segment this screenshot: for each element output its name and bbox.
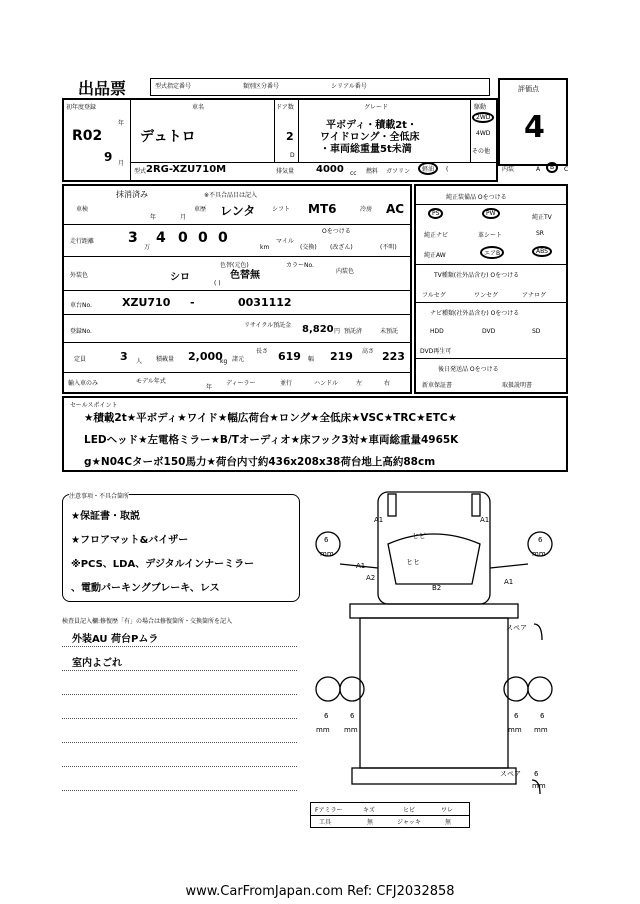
drive-4wd: 4WD: [476, 130, 491, 137]
equip-nav: 純正ナビ: [424, 232, 449, 239]
load-label: 積載量: [156, 356, 175, 363]
nav-title: ナビ種類(社外品含む) Oをつける: [430, 310, 520, 317]
handle-left: 左: [356, 380, 363, 387]
mm-rl-out: mm: [316, 726, 330, 734]
disp-label: 排気量: [276, 168, 295, 175]
legend-h4: ワレ: [441, 807, 454, 814]
mile-exchange: (交換): [300, 244, 317, 251]
grade-line-1: 平ボディ・積載2t・: [326, 120, 417, 131]
load-unit: kg: [220, 358, 228, 365]
note-line-1: ★保証書・取説: [71, 511, 140, 522]
ac: AC: [386, 202, 405, 216]
reg-label: 初年度登録: [66, 104, 97, 111]
header-fields: [150, 78, 490, 96]
equip-sr: SR: [536, 230, 544, 237]
equipment-title: 純正装備品 Oをつける: [446, 194, 507, 201]
tv-title: TV種類(社外品含む) Oをつける: [434, 272, 520, 279]
import-label: 輸入車のみ: [68, 380, 99, 387]
mileage-digit-3: 0: [178, 230, 188, 246]
note-defect: ※不具合品目は記入: [204, 192, 258, 199]
width-label: 幅: [308, 356, 315, 363]
class-number-label: 類別区分番号: [243, 83, 280, 90]
displacement: 4000: [316, 164, 344, 175]
recycle-unit: 円: [334, 328, 341, 335]
year-suffix: 年: [118, 120, 125, 127]
eval-label: 評価点: [518, 85, 539, 93]
parallel: 並行: [280, 380, 293, 387]
legend-v4: 無: [445, 819, 452, 826]
capacity: 3: [120, 350, 128, 363]
km-unit: km: [260, 244, 270, 251]
mm-fl: mm: [320, 550, 334, 558]
inspector-line-1: 外装AU 荷台Pムラ: [72, 634, 159, 645]
tire-rl-out: 6: [324, 712, 329, 720]
after-manual: 取扱説明書: [502, 382, 533, 389]
mile-unknown: (不明): [380, 244, 397, 251]
legend-table: [310, 802, 470, 828]
nav-sd: SD: [532, 328, 541, 335]
length: 619: [278, 350, 301, 363]
mileage-man: 万: [144, 244, 151, 251]
grade-label: グレード: [364, 104, 389, 111]
color-orig-label: 色替(元色): [220, 262, 249, 269]
legend-h1: Fアミラー: [315, 807, 343, 814]
legend-v1: 工具: [319, 819, 332, 826]
inspection-status: 抹消済み: [116, 190, 148, 199]
type-approval-label: 型式指定番号: [155, 83, 192, 90]
height: 223: [382, 350, 405, 363]
tire-fr: 6: [538, 536, 543, 544]
mark-a1-3: A1: [356, 562, 366, 570]
mile-label: マイル: [276, 238, 294, 245]
interior-b: B: [546, 162, 558, 173]
mile-tampered: (改ざん): [330, 244, 353, 251]
mile-note: Oをつける: [322, 228, 351, 235]
length-label: 長さ: [256, 348, 269, 355]
mm-rl-in: mm: [344, 726, 358, 734]
name-label: 車名: [192, 104, 205, 111]
color-no-label: カラーNo.: [286, 262, 314, 269]
shift: MT6: [308, 202, 337, 216]
ac-label: 冷房: [360, 206, 373, 213]
vehicle-name: デュトロ: [140, 129, 196, 145]
tire-rr-in: 6: [514, 712, 519, 720]
sales-points-box: [62, 396, 568, 472]
capacity-unit: 人: [136, 358, 143, 365]
dvd-playback: DVD再生可: [420, 348, 452, 355]
note-line-2: ★フロアマット&バイザー: [71, 535, 189, 546]
tire-fl: 6: [324, 536, 329, 544]
model-year-label: モデル年式: [136, 378, 166, 385]
tv-fullseg: フルセグ: [422, 292, 446, 299]
equipment-box: [414, 184, 568, 394]
mark-a2: A2: [366, 574, 376, 582]
grade-line-3: ・車両総重量5t未満: [320, 144, 412, 155]
inspector-line-2: 室内よごれ: [72, 658, 122, 669]
sales-line-1: ★積載2t★平ボディ★ワイド★幅広荷台★ロング★全低床★VSC★TRC★ETC★: [84, 412, 457, 424]
mark-crack-1: ヒビ: [412, 532, 426, 540]
insp-month: 月: [180, 214, 187, 221]
recycle-amount: 8,820: [302, 324, 334, 335]
equip-airbag: エアB: [480, 246, 504, 259]
vehicle-detail-box: [62, 184, 412, 394]
model-label: 型式: [134, 168, 147, 175]
import-year: 年: [206, 384, 213, 391]
mark-a1-2: A1: [480, 516, 490, 524]
dealer: ディーラー: [226, 380, 256, 387]
nav-dvd: DVD: [482, 328, 496, 335]
tire-rr-out: 6: [540, 712, 545, 720]
legend-v2: 無: [367, 819, 374, 826]
chassis-number: 0031112: [238, 296, 292, 309]
handle-label: ハンドル: [314, 380, 339, 387]
spare-value: 6: [534, 770, 539, 778]
door-label: ドア数: [276, 104, 294, 111]
spare-label-2: スペア: [500, 770, 521, 778]
mileage-digit-2: 4: [156, 230, 166, 246]
width: 219: [330, 350, 353, 363]
reg-month: 9: [104, 150, 113, 164]
equip-aw: 純正AW: [424, 252, 446, 259]
mark-crack-2: ヒヒ: [406, 558, 420, 566]
capacity-label: 定員: [74, 356, 87, 363]
sales-label: セールスポイント: [70, 402, 118, 409]
handle-right: 右: [384, 380, 391, 387]
interior-c: C: [564, 166, 569, 173]
equip-pw: PW: [482, 208, 500, 219]
history-label: 車歴: [194, 206, 207, 213]
eval-score: 4: [524, 110, 545, 145]
fuel-diesel: 軽油: [418, 162, 438, 175]
exterior-color: シロ: [170, 272, 190, 283]
mileage-digit-5: 0: [218, 230, 228, 246]
color-label: 外装色: [70, 272, 89, 279]
equip-abs: ABS: [532, 246, 552, 257]
equip-leather: 革シート: [478, 232, 503, 239]
chassis-label: 車台No.: [70, 302, 92, 309]
mm-rr-in: mm: [508, 726, 522, 734]
reg-no-label: 登録No.: [70, 328, 92, 335]
tv-analog: アナログ: [522, 292, 547, 299]
tv-oneseg: ワンセグ: [474, 292, 499, 299]
mm-spare: mm: [532, 782, 546, 790]
serial-label: シリアル番号: [331, 83, 367, 90]
after-title: 後日発送品 Oをつける: [438, 366, 499, 373]
vehicle-diagram: [300, 484, 568, 824]
recycle-label: リサイクル預託金: [244, 322, 292, 329]
equip-ps: PS: [428, 208, 443, 219]
drive-other: その他: [472, 148, 491, 155]
legend-v3: ジャッキ: [397, 819, 421, 826]
load: 2,000: [188, 350, 223, 363]
interior-a: A: [536, 166, 541, 173]
height-label: 高さ: [362, 348, 375, 355]
sales-line-3: g★N04Cターボ150馬力★荷台内寸約436x208x38荷台地上高約88cm: [84, 456, 436, 468]
fuel-label: 燃料: [366, 168, 379, 175]
month-suffix: 月: [118, 160, 125, 167]
inspector-label: 検査員記入欄:修復歴「有」の場合は修復箇所・交換箇所を記入: [62, 618, 233, 625]
notes-box: [62, 494, 300, 602]
sheet-title: 出品票: [78, 79, 127, 98]
fuel-paren: (: [446, 166, 449, 173]
mileage-digit-1: 3: [128, 230, 138, 246]
eval-box: [498, 78, 568, 166]
equip-tv: 純正TV: [532, 214, 552, 221]
mm-rr-out: mm: [534, 726, 548, 734]
insp-year: 年: [150, 214, 157, 221]
chassis-model: XZU710: [122, 296, 171, 309]
disp-unit: cc: [350, 170, 357, 177]
shift-label: シフト: [272, 206, 291, 213]
recycle-not-deposited: 未預託: [380, 328, 399, 335]
note-line-4: 、電動パーキングブレーキ、レス: [71, 583, 220, 594]
inspection-label: 車検: [76, 206, 89, 213]
legend-h3: ヒビ: [403, 807, 416, 814]
recycle-deposited: 預託済: [344, 328, 363, 335]
color-change: 色替無: [230, 270, 260, 281]
chassis-dash: -: [190, 296, 195, 309]
dims-label: 諸元: [232, 356, 245, 363]
interior-label: 内装: [502, 166, 515, 173]
sales-line-2: LEDヘッド★左電格ミラー★B/Tオーディオ★床フック3対★車両総重量4965K: [84, 434, 459, 446]
model-code: 2RG-XZU710M: [146, 164, 227, 175]
spare-label-1: スペア: [506, 624, 527, 632]
drive-label: 駆動: [474, 104, 487, 111]
mm-fr: mm: [532, 550, 546, 558]
door-unit: D: [290, 152, 295, 159]
mileage-digit-4: 0: [198, 230, 208, 246]
nav-hdd: HDD: [430, 328, 444, 335]
basic-info-box: [62, 98, 569, 182]
mark-a1-4: A1: [504, 578, 514, 586]
tire-rl-in: 6: [350, 712, 355, 720]
fuel-gasoline: ガソリン: [386, 168, 411, 175]
drive-2wd: 2WD: [472, 112, 494, 123]
after-warranty: 新車保証書: [422, 382, 453, 389]
interior-color-label: 内装色: [336, 268, 355, 275]
grade-line-2: ワイドロング・全低床: [320, 132, 420, 143]
door-count: 2: [286, 130, 294, 143]
history: レンタ: [220, 204, 256, 218]
mark-a1-1: A1: [374, 516, 384, 524]
legend-h2: キズ: [363, 807, 375, 814]
footer-ref: www.CarFromJapan.com Ref: CFJ2032858: [185, 884, 455, 899]
reg-era: R02: [72, 128, 103, 144]
note-line-3: ※PCS、LDA、デジタルインナーミラー: [71, 559, 255, 570]
notes-label: 注意事項・不具合箇所: [69, 493, 130, 500]
mark-b2: B2: [432, 584, 442, 592]
color-paren: ( ): [214, 280, 221, 287]
mileage-label: 走行距離: [70, 238, 95, 245]
